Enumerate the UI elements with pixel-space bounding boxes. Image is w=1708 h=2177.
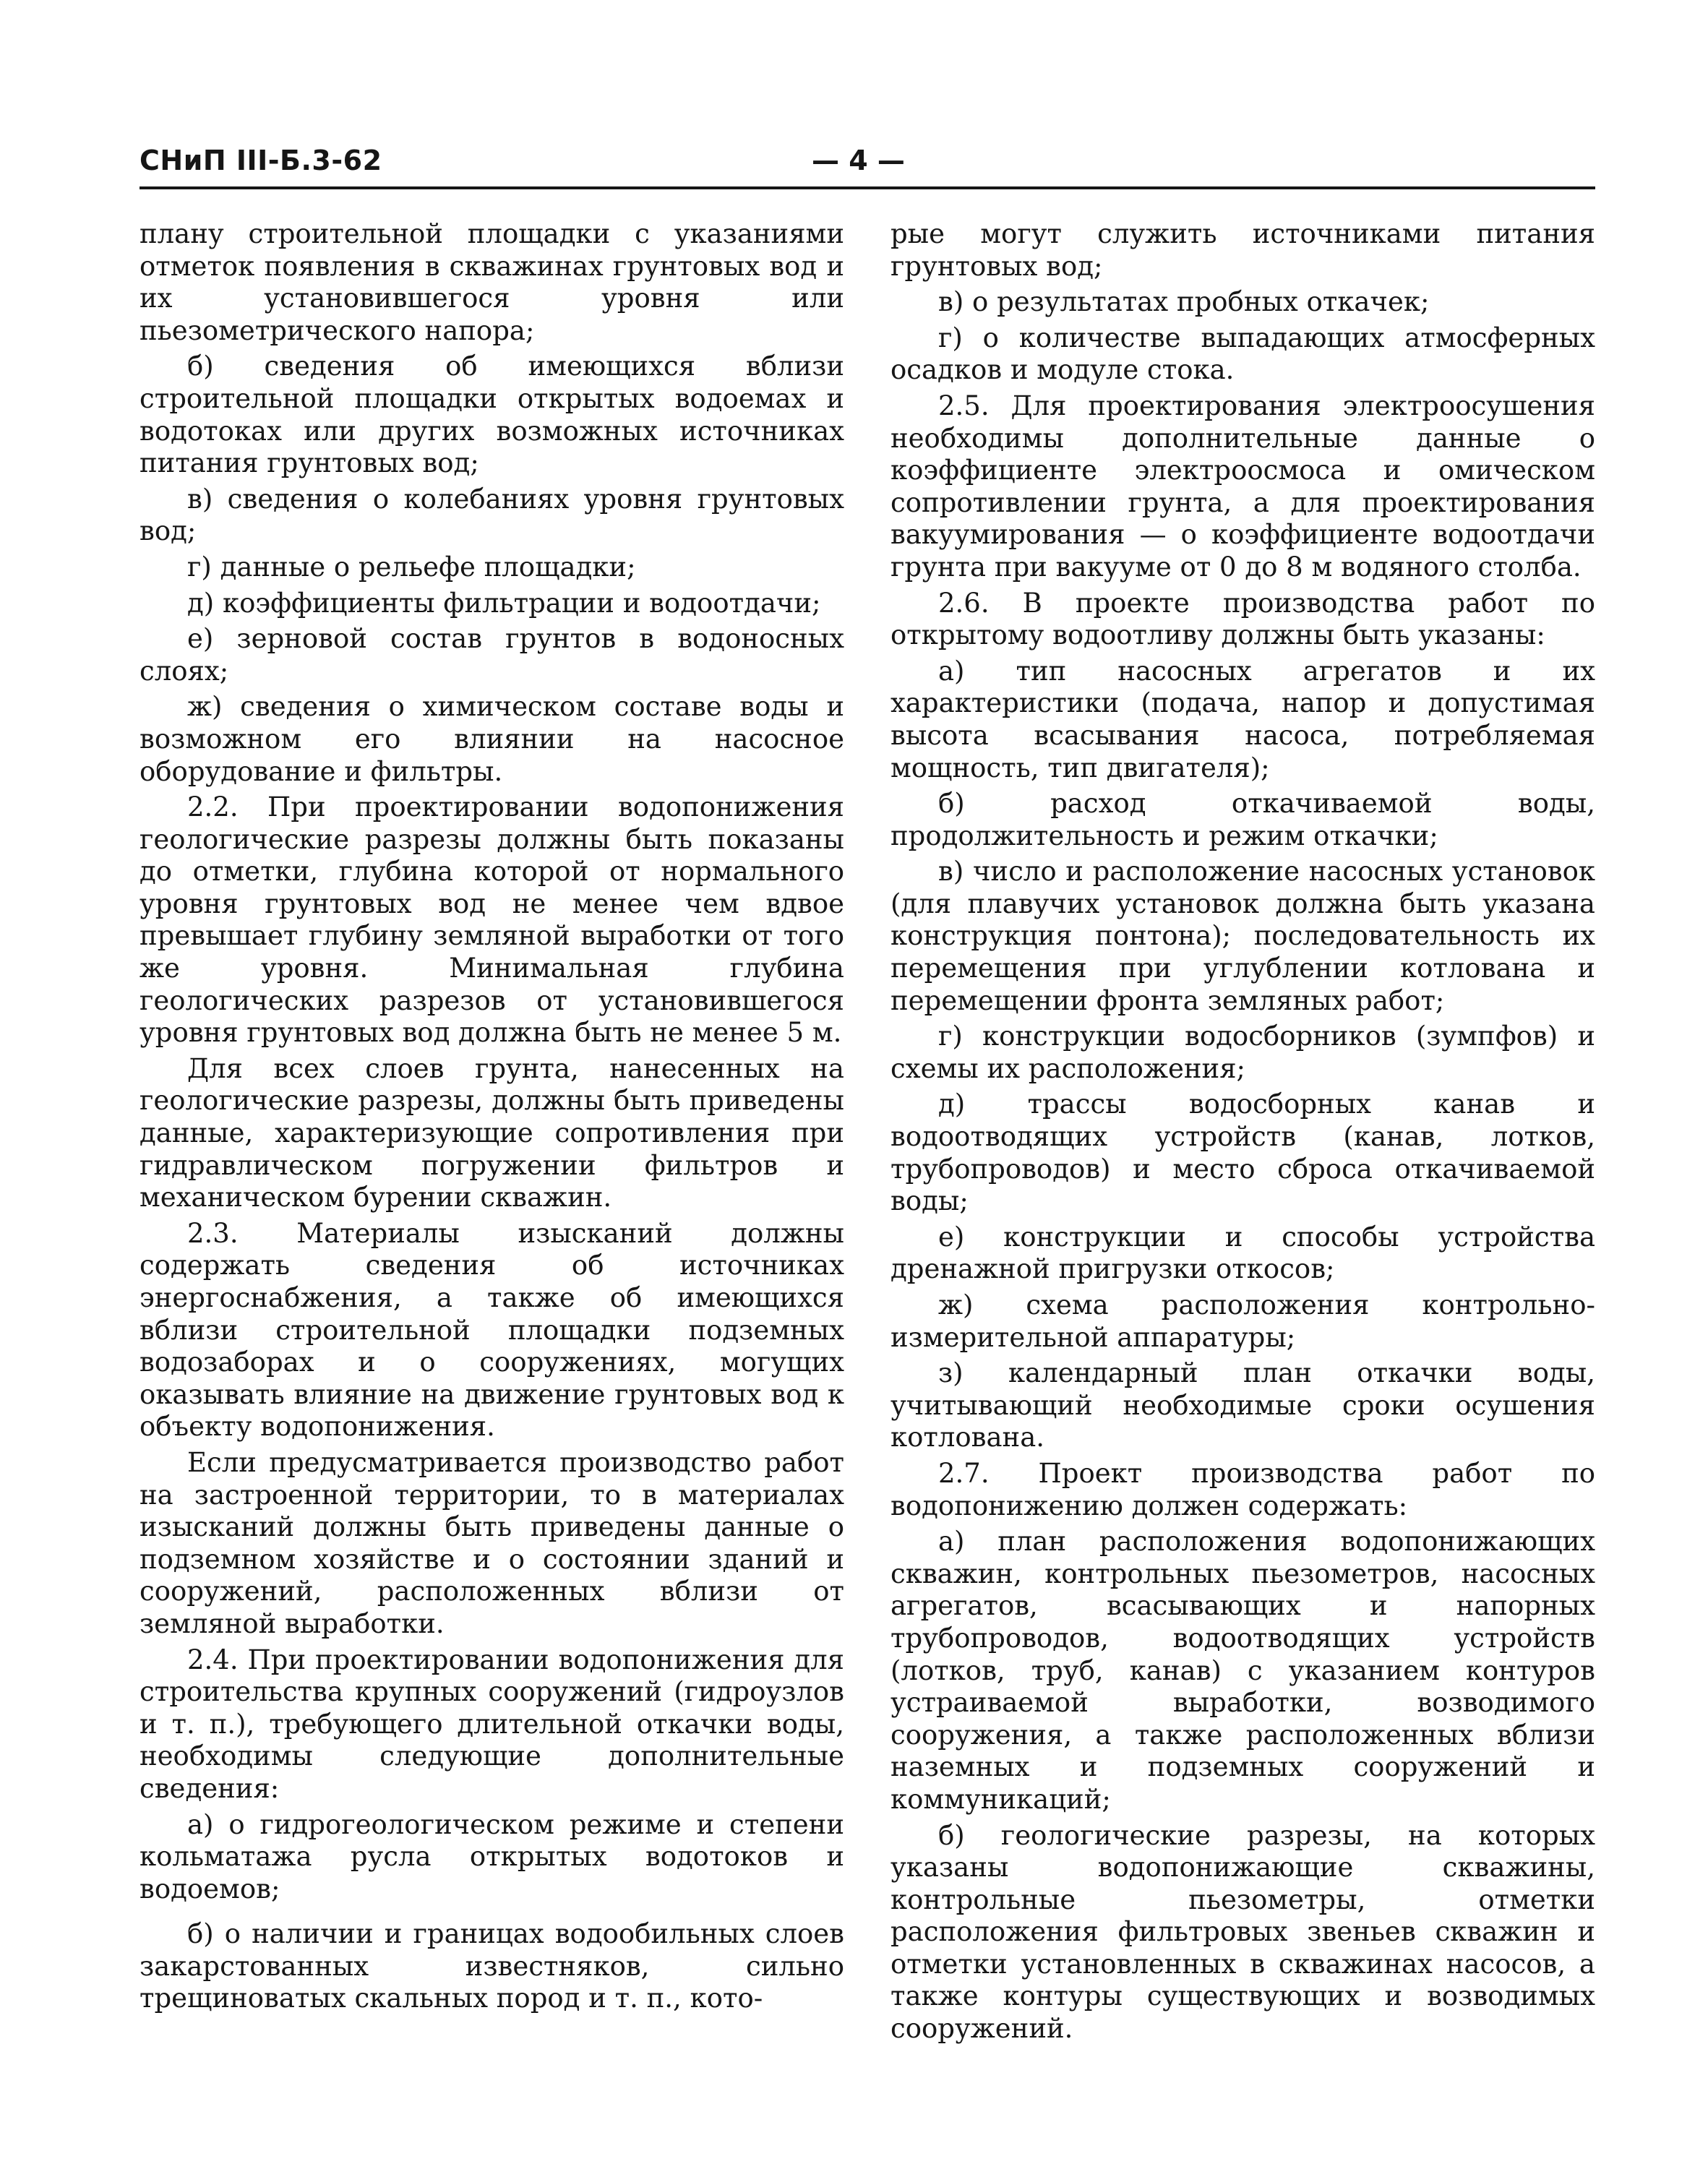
paragraph: в) число и расположение насосных установок (для плавучих установок должна быть указана конструкция понтона); последовательность их перемещения при углублении котлована и перемещении фронта земляных работ; — [891, 856, 1595, 1016]
paragraph: г) конструкции водосборников (зумпфов) и схемы их расположения; — [891, 1021, 1595, 1084]
paragraph: з) календарный план откачки воды, учитывающий необходимые сроки осушения котлована. — [891, 1357, 1595, 1454]
paragraph: б) геологические разрезы, на которых указаны водопонижающие скважины, контрольные пьезометры, отметки расположения фильтровых звеньев скважин и отметки установленных в скважинах насосов, а также контуры существующих и возводимых сооружений. — [891, 1819, 1595, 2045]
paragraph: 2.3. Материалы изысканий должны содержать сведения об источниках энергоснабжения, а также об имеющихся вблизи строительной площадки подземных водозаборах и о сооружениях, могущих оказывать влияние на движение грунтовых вод к объекту водопонижения. — [140, 1217, 844, 1443]
paragraph: ж) схема расположения контрольно-измерительной аппаратуры; — [891, 1289, 1595, 1353]
paragraph: в) сведения о колебаниях уровня грунтовых вод; — [140, 483, 844, 547]
paragraph: е) конструкции и способы устройства дренажной пригрузки откосов; — [891, 1221, 1595, 1285]
paragraph: в) о результатах пробных откачек; — [938, 286, 1430, 318]
paragraph: 2.2. При проектировании водопонижения геологические разрезы должны быть показаны до отметки, глубина которой от нормального уровня грунтовых вод не менее чем вдвое превышает глубину земляной выработки от того же уровня. Минимальная глубина геологических разрезов от установившегося уровня грунтовых вод должна быть не менее 5 м. — [140, 791, 844, 1049]
paragraph: б) сведения об имеющихся вблизи строительной площадки открытых водоемах и водотоках или других возможных источниках питания грунтовых вод; — [140, 351, 844, 479]
page-number: — 4 — — [812, 145, 905, 176]
paragraph: г) о количестве выпадающих атмосферных осадков и модуле стока. — [891, 322, 1595, 386]
paragraph: 2.5. Для проектирования электроосушения необходимы дополнительные данные о коэффициенте электроосмоса и омическом сопротивлении грунта, а для проектирования вакуумирования — о коэффициенте водоотдачи грунта при вакууме от 0 до 8 м водяного столба. — [891, 390, 1595, 583]
paragraph: а) тип насосных агрегатов и их характеристики (подача, напор и допустимая высота всасывания насоса, потребляемая мощность, тип двигателя); — [891, 655, 1595, 783]
document-code: СНиП III-Б.3-62 — [140, 145, 382, 176]
page-header — [140, 142, 1595, 191]
right-column — [891, 218, 1595, 2049]
paragraph: Если предусматривается производство работ на застроенной территории, то в материалах изысканий должны быть приведены данные о подземном хозяйстве и о состоянии зданий и сооружений, расположенных вблизи от земляной выработки. — [140, 1446, 844, 1639]
paragraph: Для всех слоев грунта, нанесенных на геологические разрезы, должны быть приведены данные, характеризующие сопротивления при гидравлическом погружении фильтров и механическом бурении скважин. — [140, 1052, 844, 1214]
paragraph: б) о наличии и границах водообильных слоев закарстованных известняков, сильно трещиноватых скальных пород и т. п., кото- — [140, 1918, 844, 2014]
paragraph: д) коэффициенты фильтрации и водоотдачи; — [187, 587, 821, 619]
paragraph: е) зерновой состав грунтов в водоносных слоях; — [140, 623, 844, 687]
paragraph: ж) сведения о химическом составе воды и возможном его влиянии на насосное оборудование и фильтры. — [140, 691, 844, 787]
paragraph: плану строительной площадки с указаниями отметок появления в скважинах грунтовых вод и их установившегося уровня или пьезометрического напора; — [140, 218, 844, 346]
paragraph: 2.6. В проекте производства работ по открытому водоотливу должны быть указаны: — [891, 587, 1595, 651]
paragraph: рые могут служить источниками питания грунтовых вод; — [891, 218, 1595, 282]
paragraph: д) трассы водосборных канав и водоотводящих устройств (канав, лотков, трубопроводов) и место сброса откачиваемой воды; — [891, 1088, 1595, 1217]
header-rule — [140, 186, 1595, 189]
paragraph: г) данные о рельефе площадки; — [187, 551, 636, 583]
paragraph: б) расход откачиваемой воды, продолжительность и режим откачки; — [891, 788, 1595, 851]
paragraph: 2.7. Проект производства работ по водопонижению должен содержать: — [891, 1457, 1595, 1521]
left-column — [140, 218, 844, 2019]
paragraph: а) о гидрогеологическом режиме и степени кольматажа русла открытых водотоков и водоемов; — [140, 1808, 844, 1905]
paragraph: 2.4. При проектировании водопонижения для строительства крупных сооружений (гидроузлов и т. п.), требующего длительной откачки воды, необходимы следующие дополнительные сведения: — [140, 1644, 844, 1804]
paragraph: а) план расположения водопонижающих скважин, контрольных пьезометров, насосных агрегатов, всасывающих и напорных трубопроводов, водоотводящих устройств (лотков, труб, канав) с указанием контуров устраиваемой выработки, возводимого сооружения, а также расположенных вблизи наземных и подземных сооружений и коммуникаций; — [891, 1526, 1595, 1815]
